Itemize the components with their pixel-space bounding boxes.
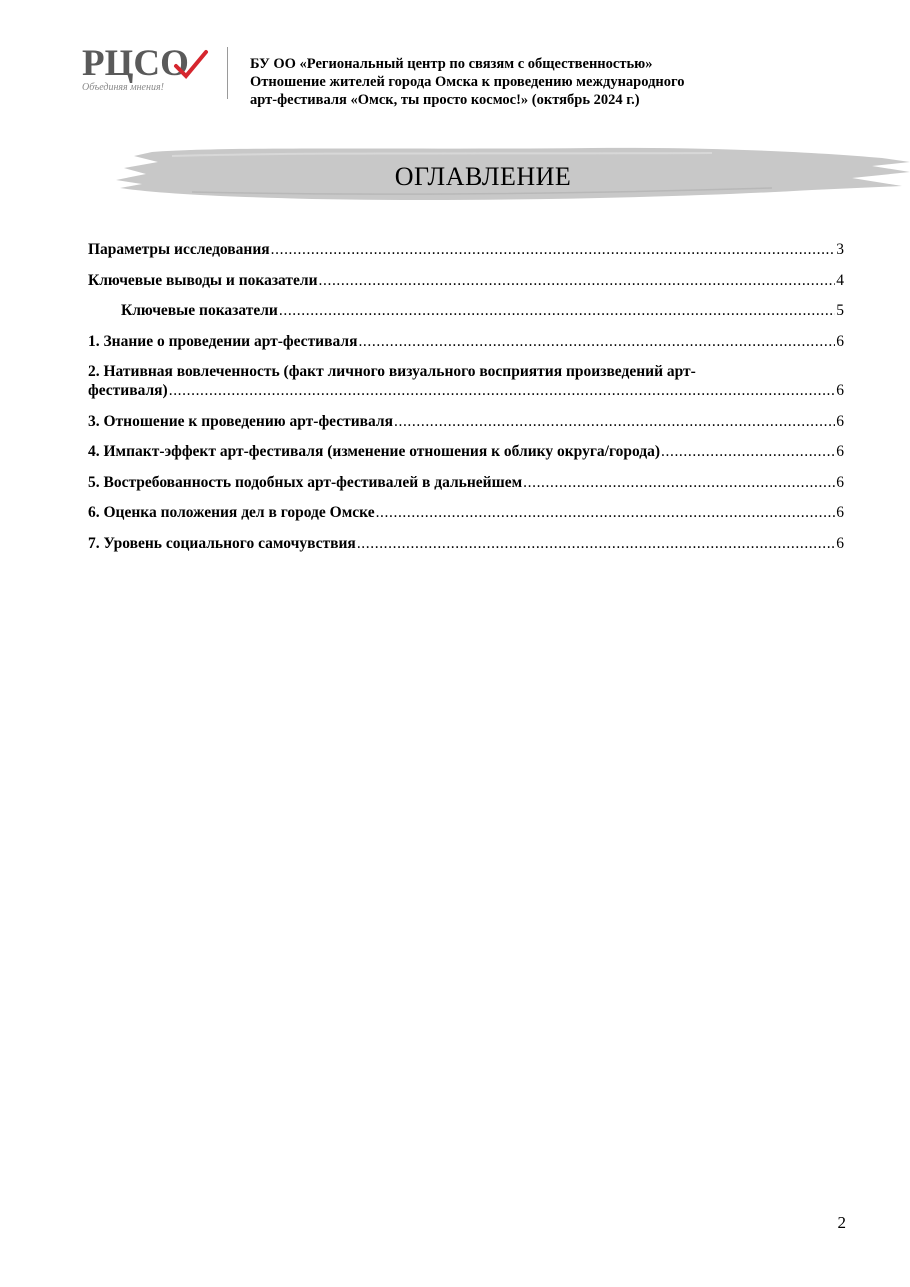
toc-entry[interactable] (88, 240, 844, 259)
toc-entry[interactable] (88, 534, 844, 553)
toc-dot-leader (661, 442, 835, 461)
toc-entry[interactable] (88, 271, 844, 290)
toc-entry[interactable] (88, 332, 844, 351)
toc-entry-title: Ключевые показатели (121, 302, 278, 319)
toc-entry-page: 6 (836, 332, 844, 350)
logo-tagline: Объединяя мнения! (82, 82, 164, 93)
toc-entry-page: 3 (836, 241, 844, 258)
toc-dot-leader (394, 412, 835, 431)
toc-entry[interactable] (88, 442, 844, 461)
toc-entry[interactable] (88, 362, 844, 400)
table-of-contents (88, 240, 844, 564)
toc-heading: ОГЛАВЛЕНИЕ (394, 162, 572, 191)
toc-subentry[interactable] (88, 301, 844, 320)
toc-entry-page: 4 (836, 271, 844, 289)
toc-entry-page: 5 (836, 302, 844, 319)
toc-dot-leader (279, 301, 835, 320)
toc-entry-page: 6 (836, 534, 844, 552)
toc-entry-page: 6 (836, 443, 844, 460)
organization-logo (80, 44, 220, 104)
header-text (250, 55, 684, 109)
toc-dot-leader (523, 473, 835, 492)
page-header (80, 44, 840, 114)
toc-heading-banner (112, 144, 910, 206)
toc-dot-leader (319, 271, 836, 290)
toc-dot-leader (169, 381, 836, 400)
toc-dot-leader (357, 534, 835, 553)
header-line-1: БУ ОО «Региональный центр по связям с общественностью» (250, 56, 653, 72)
toc-entry-title: 6. Оценка положения дел в городе Омске (88, 504, 375, 521)
toc-entry-title: 3. Отношение к проведению арт-фестиваля (88, 412, 393, 430)
toc-entry-title: 7. Уровень социального самочувствия (88, 534, 356, 552)
toc-entry-title: 5. Востребованность подобных арт-фестивалей в дальнейшем (88, 473, 523, 491)
page-number: 2 (837, 1213, 846, 1232)
toc-entry-title: 4. Импакт-эффект арт-фестиваля (изменение отношения к облику округа/города) (88, 443, 661, 460)
toc-entry-title-line-2: фестиваля) (88, 382, 168, 399)
toc-dot-leader (376, 503, 836, 522)
toc-entry[interactable] (88, 473, 844, 492)
toc-entry-page: 6 (836, 473, 844, 491)
toc-entry-page: 6 (836, 504, 844, 521)
toc-entry[interactable] (88, 503, 844, 522)
toc-dot-leader (271, 240, 836, 259)
header-divider (227, 47, 228, 99)
toc-entry-title-line-1: 2. Нативная вовлеченность (факт личного визуального восприятия произведений арт- (88, 363, 696, 380)
toc-entry[interactable] (88, 412, 844, 431)
toc-entry-page: 6 (836, 382, 844, 399)
header-line-3: арт-фестиваля «Омск, ты просто космос!» (октябрь 2024 г.) (250, 92, 640, 108)
logo-text: РЦСО (82, 43, 189, 84)
toc-entry-title: 1. Знание о проведении арт-фестиваля (88, 332, 358, 350)
toc-entry-title: Параметры исследования (88, 241, 270, 258)
toc-entry-title: Ключевые выводы и показатели (88, 271, 318, 289)
toc-entry-page: 6 (836, 412, 844, 430)
toc-dot-leader (358, 332, 835, 351)
header-line-2: Отношение жителей города Омска к проведению международного (250, 74, 685, 90)
